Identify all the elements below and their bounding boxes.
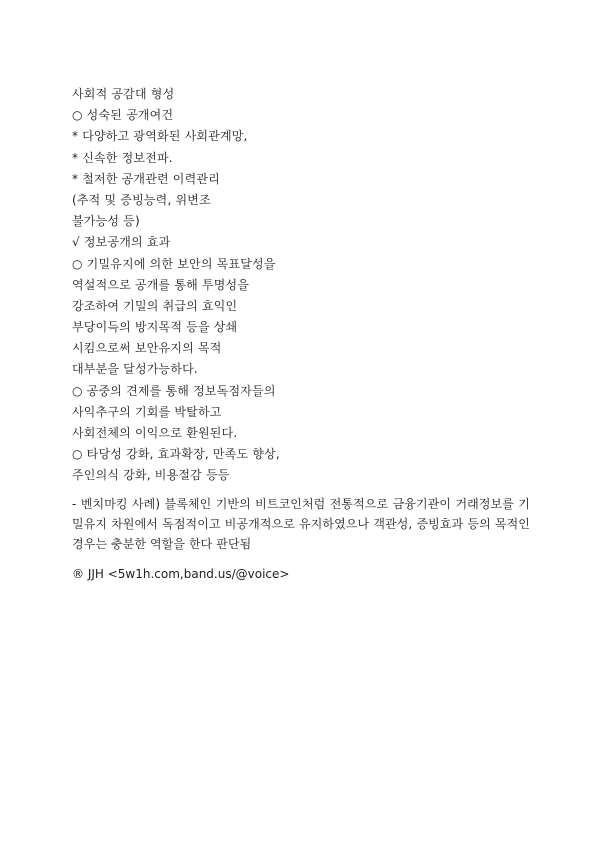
- text-line: 부당이득의 방지목적 등을 상쇄: [72, 320, 238, 335]
- text-line: 시킴으로써 보안유지의 목적: [72, 341, 222, 356]
- text-line: 역설적으로 공개를 통해 투명성을: [72, 277, 250, 292]
- text-line: 주인의식 강화, 비용절감 등등: [72, 468, 230, 483]
- text-line: * 철저한 공개관련 이력관리: [72, 171, 220, 186]
- text-line: ○ 공중의 견제를 통해 정보독점자들의: [72, 383, 276, 398]
- heading-disclosure-effect: √ 정보공개의 효과: [72, 235, 171, 250]
- text-line: * 다양하고 광역화된 사회관계망,: [72, 129, 248, 144]
- text-line: 사익추구의 기회를 박탈하고: [72, 404, 222, 419]
- text-line: ○ 기밀유지에 의한 보안의 목표달성을: [72, 256, 276, 271]
- copyright-line: ® JJH <5w1h.com,band.us/@voice>: [72, 567, 290, 581]
- text-line: 불가능성 등): [72, 214, 140, 229]
- heading-social-consensus: 사회적 공감대 형성: [72, 87, 175, 101]
- benchmark-paragraph: - 벤치마킹 사례) 블록체인 기반의 비트코인처럼 전통적으로 금융기관이 거래정보를 기밀유지 차원에서 독점적이고 비공개적으로 유지하였으나 객관성, 증빙효과 등의 목적인 경우는 충분한 역할을 한다 판단됨: [72, 497, 530, 551]
- text-line: 사회전체의 이익으로 환원된다.: [72, 426, 238, 440]
- text-line: * 신속한 정보전파.: [72, 150, 173, 165]
- text-line: (추적 및 증빙능력, 위변조: [72, 192, 211, 207]
- body-lines: [72, 84, 372, 487]
- text-line: ○ 타당성 강화, 효과확장, 만족도 향상,: [72, 447, 280, 462]
- text-line: 대부분을 달성가능하다.: [72, 362, 198, 377]
- text-line: ○ 성숙된 공개여건: [72, 108, 174, 123]
- text-line: 강조하여 기밀의 취급의 효익인: [72, 298, 238, 313]
